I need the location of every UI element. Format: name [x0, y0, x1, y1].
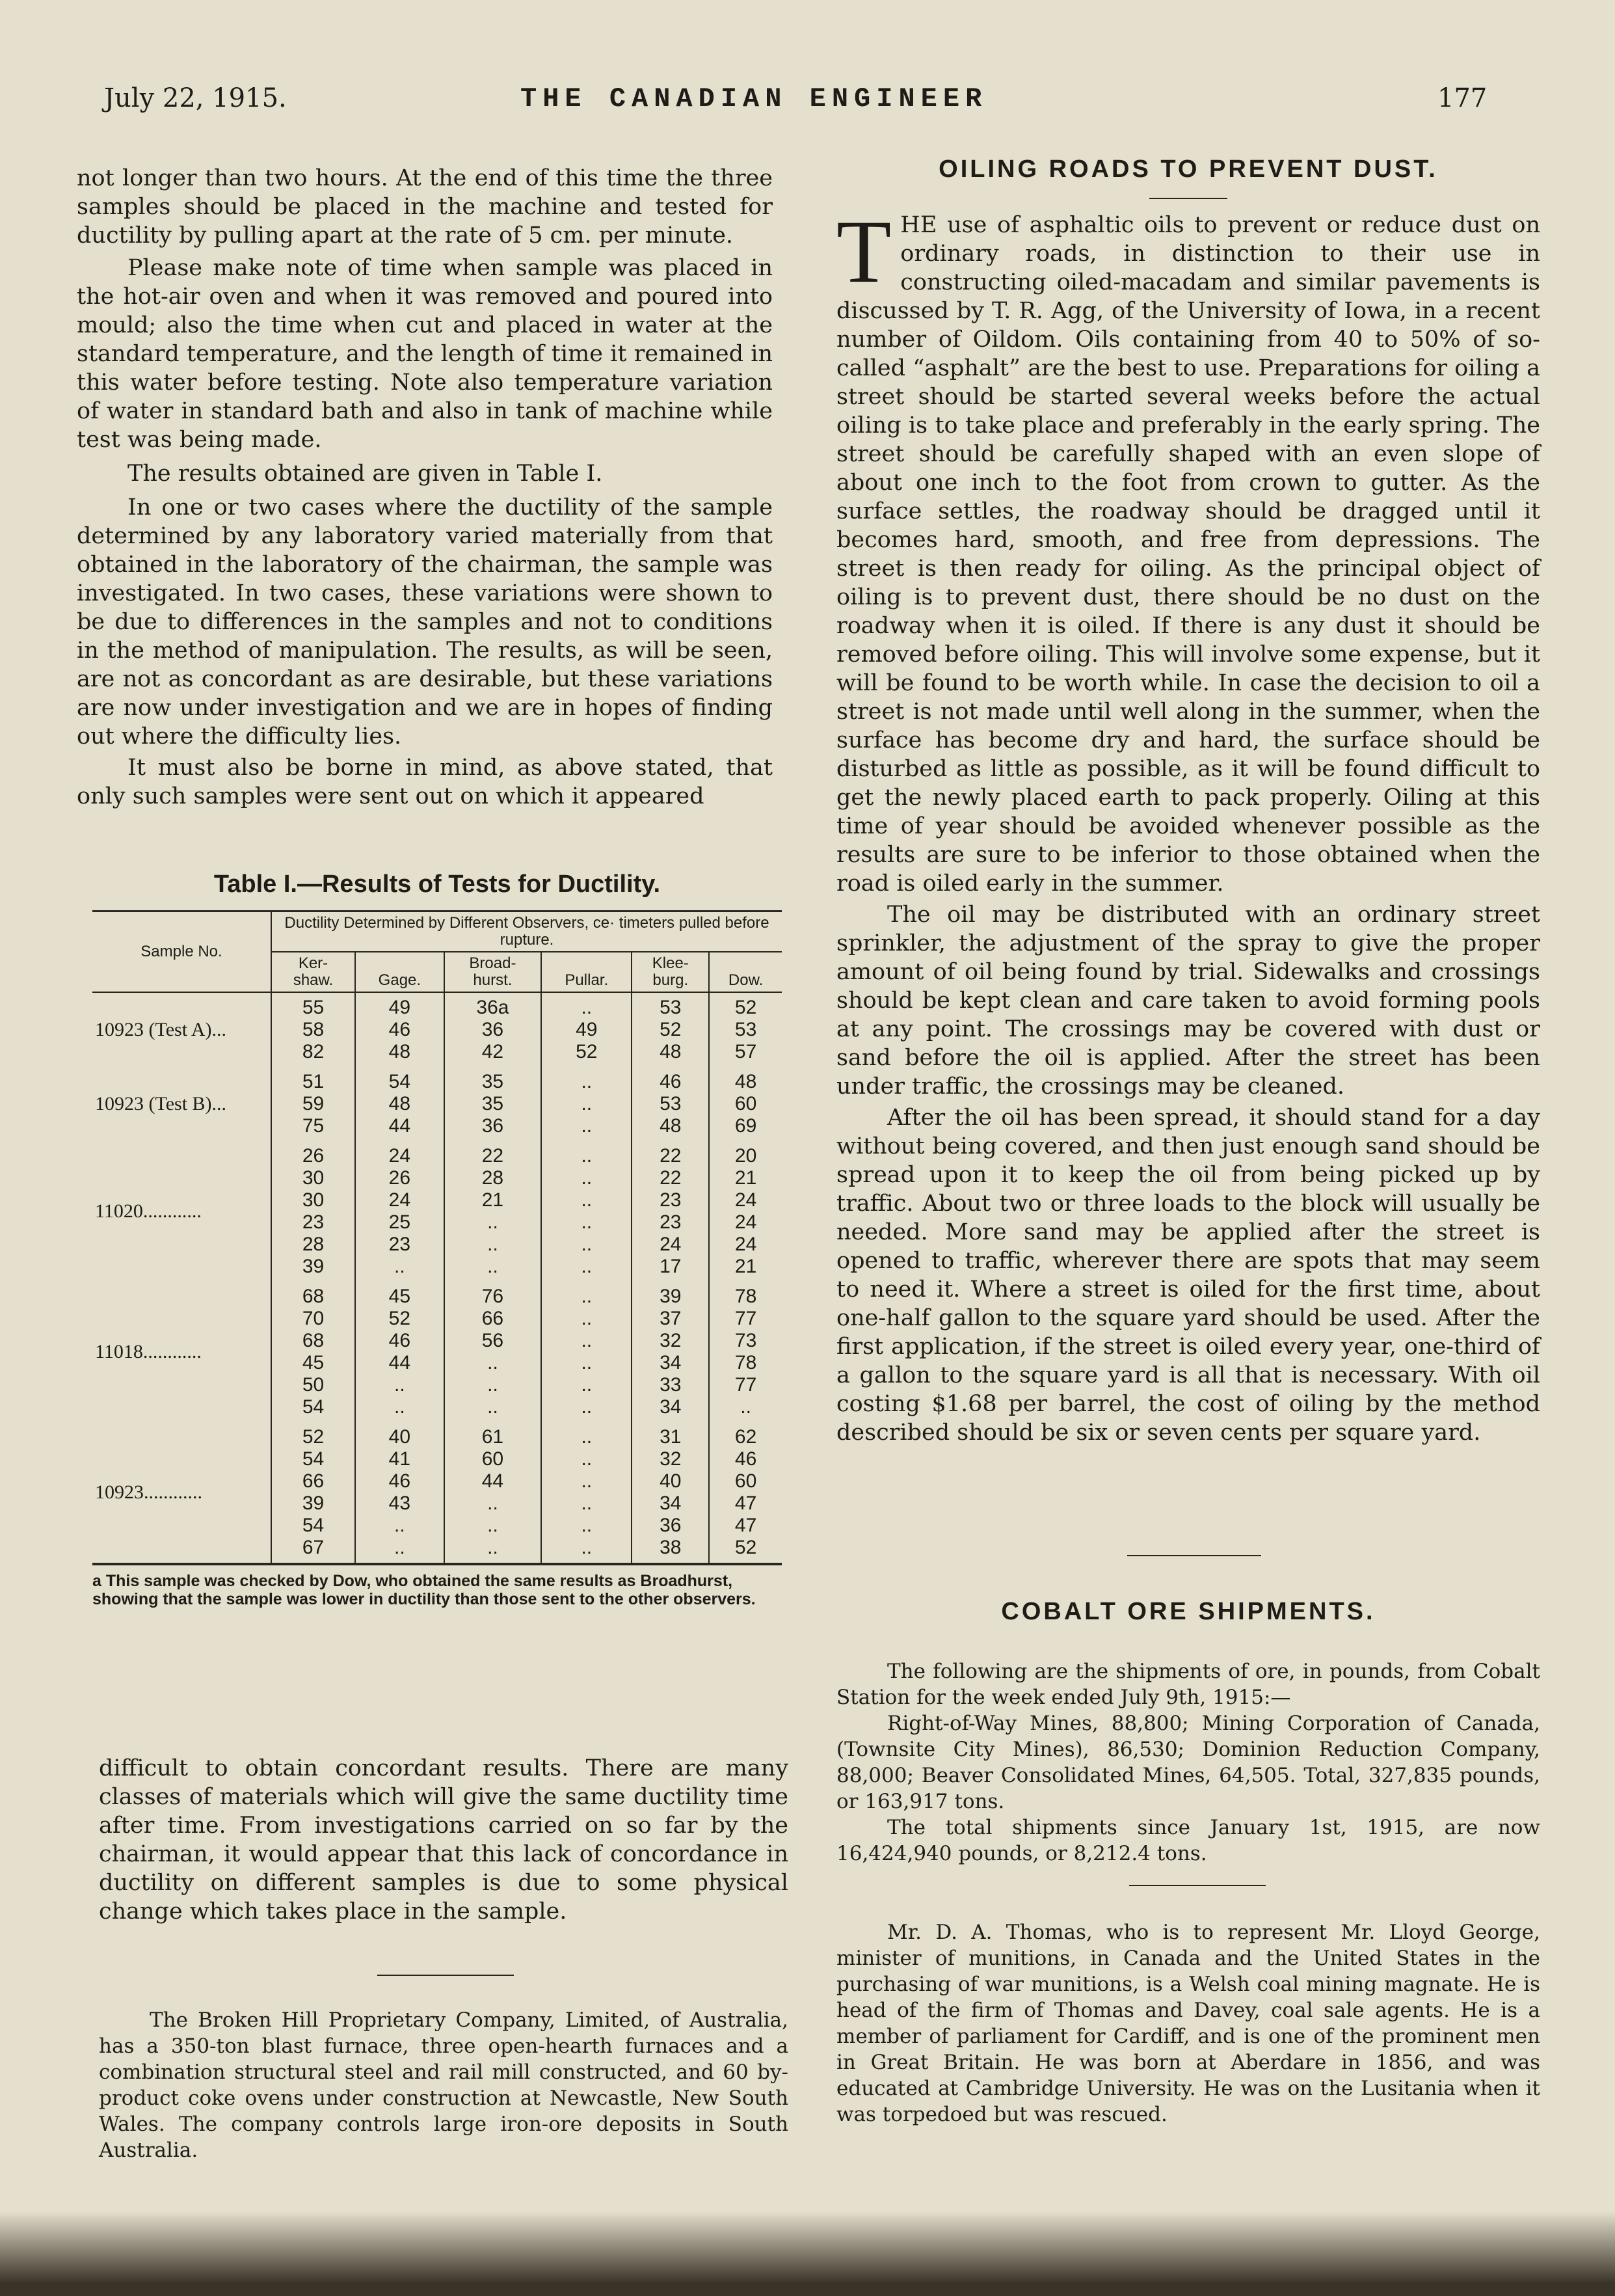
dow-values: 52 53 57 [709, 993, 782, 1067]
dow-values: 48 60 69 [709, 1067, 782, 1141]
kershaw-values: 51 59 75 [271, 1067, 355, 1141]
right-paragraph-1 [836, 202, 1540, 898]
right-section-rule-2 [1129, 1885, 1266, 1886]
gage-values: 49 46 48 [355, 993, 444, 1067]
table-footnote: a This sample was checked by Dow, who obtained the same results as Broadhurst, showing that the sample was lower in ductility than those sent to the other observers. [92, 1572, 756, 1608]
table-row [92, 1422, 782, 1563]
left-paragraph-7: The Broken Hill Proprietary Company, Limited, of Australia, has a 350-ton blast furnace, three open-hearth furnaces and a combination structural steel and rail mill constructed, and 60 by-product coke ovens under construction at Newcastle, New South Wales. The company controls large iron-ore deposits in South Australia. [99, 2008, 788, 2162]
left-continuation [99, 1754, 788, 1926]
left-paragraph-4: In one or two cases where the ductility of the sample determined by any laboratory varied materially from that obtained in the laboratory of the chairman, the sample was investigated. In two cases, these variations were shown to be due to differences in the samples and not to conditions in the method of manipulation. The results, as will be seen, are not as concordant as are desirable, but these variations are now under investigation and we are in hopes of finding out where the difficulty lies. [77, 494, 773, 750]
broadhurst-values: 36a 36 42 [444, 993, 541, 1067]
right-paragraph-2: The oil may be distributed with an ordinary street sprinkler, the adjustment of the spray to give the proper amount of oil being found by trial. Sidewalks and crossings should be kept clean and care taken to avoid forming pools at any point. The crossings may be covered with dust or sand before the oil is applied. After the street has been under traffic, the crossings may be cleaned. [836, 902, 1540, 1100]
table-row [92, 1141, 782, 1282]
heading-rule [1149, 198, 1227, 199]
cobalt-heading: COBALT ORE SHIPMENTS. [1001, 1598, 1376, 1625]
right-section-rule-1 [1127, 1555, 1261, 1556]
pullar-values: .. .. .. .. .. .. [541, 1141, 632, 1282]
left-column [77, 164, 773, 811]
sample-header: Sample No. [140, 943, 222, 960]
col-broadhurst: Broad- hurst. [444, 952, 541, 992]
sample-number: 10923 (Test B)... [95, 1093, 227, 1114]
col-gage: Gage. [355, 952, 444, 992]
drop-cap: T [836, 202, 892, 301]
cobalt-paragraph-3: The total shipments since January 1st, 1915, are now 16,424,940 pounds, or 8,212.4 tons. [836, 1816, 1540, 1865]
kershaw-values: 26 30 30 23 28 39 [271, 1141, 355, 1282]
col-dow: Dow. [709, 952, 782, 992]
table-caption: Table I.—Results of Tests for Ductility. [213, 871, 661, 898]
pullar-values: .. .. .. [541, 1067, 632, 1141]
left-paragraph-2: Please make note of time when sample was placed in the hot-air oven and when it was removed and poured into mould; also the time when cut and placed in water at the standard temperature, and the length of time it remained in this water before testing. Note also temperature variation of water in standard bath and also in tank of machine while test was being made. [77, 255, 773, 453]
thomas-note [836, 1919, 1540, 2127]
left-section-rule [377, 1975, 514, 1976]
pullar-values: .. .. .. .. .. .. [541, 1282, 632, 1422]
left-paragraph-6: difficult to obtain concordant results. There are many classes of materials which will give the same ductility time after time. From investigations carried on so far by the chairman, it would appear that this lack of concordance in ductility on different samples is due to some physical change which takes place in the sample. [99, 1755, 788, 1925]
thomas-paragraph: Mr. D. A. Thomas, who is to represent Mr. Lloyd George, minister of munitions, in Canada and the United States in the purchasing of war munitions, is a Welsh coal mining magnate. He is head of the firm of Thomas and Davey, coal sale agents. He is a member of parliament for Cardiff, and is one of the prominent men in Great Britain. He was born at Aberdare in 1856, and was educated at Cambridge University. He was on the Lusitania when it was torpedoed but was rescued. [836, 1921, 1540, 2126]
right-column [836, 155, 1540, 1447]
cobalt-paragraph-2: Right-of-Way Mines, 88,800; Mining Corporation of Canada, (Townsite City Mines), 86,530; Dominion Reduction Company, 88,000; Beaver Consolidated Mines, 64,505. Total, 327,835 pounds, or 163,917 tons. [836, 1712, 1540, 1813]
page-number: 177 [1437, 83, 1488, 113]
kleeburg-values: 39 37 32 34 33 34 [632, 1282, 709, 1422]
gage-values: 45 52 46 44 .. .. [355, 1282, 444, 1422]
col-kershaw: Ker- shaw. [271, 952, 355, 992]
cobalt-section [836, 1597, 1540, 1867]
right-paragraph-1-text: HE use of asphaltic oils to prevent or reduce dust on ordinary roads, in distinction to their use in constructing oiled-macadam and similar pavements is discussed by T. R. Agg, of the University of Iowa, in a recent number of Oildom. Oils containing from 40 to 50% of so-called “asphalt” are the best to use. Preparations for oiling a street should be started several weeks before the actual oiling is to take place and preferably in the early spring. The street should be carefully shaped with an even slope of about one inch to the foot from crown to gutter. As the surface settles, the roadway should be dragged until it becomes hard, smooth, and free from depressions. The street is then ready for oiling. As the principal object of oiling is to prevent dust, there should be no dust on the roadway when it is oiled. If there is any dust it should be removed before oiling. This will involve some expense, but it will be found to be worth while. In case the decision to oil a street is not made until well along in the summer, when the surface has become dry and hard, the surface should be disturbed as little as possible, as it will be found difficult to get the newly placed earth to pack properly. Oiling at this time of year should be avoided whenever possible as the results are sure to be inferior to those obtained when the road is oiled early in the summer. [836, 212, 1540, 897]
sample-number: 10923............ [95, 1481, 202, 1503]
page-edge-shadow [0, 2211, 1615, 2296]
dow-values: 78 77 73 78 77 .. [709, 1282, 782, 1422]
col-pullar: Pullar. [541, 952, 632, 992]
left-paragraph-3: The results obtained are given in Table I. [127, 461, 603, 487]
ductility-table [92, 912, 782, 1563]
header-date: July 22, 1915. [104, 83, 287, 113]
gage-values: 54 48 44 [355, 1067, 444, 1141]
sample-number: 11018............ [95, 1341, 202, 1362]
left-brief [99, 2007, 788, 2163]
table-row [92, 1282, 782, 1422]
kleeburg-values: 22 22 23 23 24 17 [632, 1141, 709, 1282]
col-kleeburg: Klee- burg. [632, 952, 709, 992]
right-paragraph-3: After the oil has been spread, it should stand for a day without being covered, and then just enough sand should be spread upon it to keep the oil from being picked up by traffic. About two or three loads to the block will usually be needed. More sand may be applied after the street is opened to traffic, wherever there are spots that may seem to need it. Where a street is oiled for the first time, about one-half gallon to the square yard should be used. After the first application, if the street is oiled every year, one-third of a gallon to the square yard is all that is necessary. With oil costing $1.68 per barrel, the cost of oiling by the method described should be six or seven cents per square yard. [836, 1105, 1540, 1446]
kershaw-values: 52 54 66 39 54 67 [271, 1422, 355, 1563]
header-title: THE CANADIAN ENGINEER [520, 83, 988, 115]
broadhurst-values: 61 60 44 .. .. .. [444, 1422, 541, 1563]
cobalt-paragraph-1: The following are the shipments of ore, in pounds, from Cobalt Station for the week ended July 9th, 1915:— [836, 1660, 1540, 1709]
broadhurst-values: 76 66 56 .. .. .. [444, 1282, 541, 1422]
group-header: Ductility Determined by Different Observers, ce· timeters pulled before rupture. [271, 912, 782, 952]
broadhurst-values: 35 35 36 [444, 1067, 541, 1141]
kershaw-values: 55 58 82 [271, 993, 355, 1067]
gage-values: 24 26 24 25 23 .. [355, 1141, 444, 1282]
gage-values: 40 41 46 43 .. .. [355, 1422, 444, 1563]
kleeburg-values: 46 53 48 [632, 1067, 709, 1141]
kershaw-values: 68 70 68 45 50 54 [271, 1282, 355, 1422]
sample-number: 10923 (Test A)... [95, 1019, 227, 1040]
left-paragraph-5: It must also be borne in mind, as above stated, that only such samples were sent out on which it appeared [77, 755, 773, 809]
table-row [92, 1067, 782, 1141]
pullar-values: .. 49 52 [541, 993, 632, 1067]
dow-values: 20 21 24 24 24 21 [709, 1141, 782, 1282]
pullar-values: .. .. .. .. .. .. [541, 1422, 632, 1563]
oiling-heading: OILING ROADS TO PREVENT DUST. [939, 155, 1438, 183]
sample-number: 11020............ [95, 1200, 202, 1222]
dow-values: 62 46 60 47 47 52 [709, 1422, 782, 1563]
kleeburg-values: 31 32 40 34 36 38 [632, 1422, 709, 1563]
table-row [92, 993, 782, 1067]
ductility-table-block [92, 871, 782, 1608]
left-paragraph-1: not longer than two hours. At the end of this time the three samples should be placed in the machine and tested for ductility by pulling apart at the rate of 5 cm. per minute. [77, 165, 773, 249]
broadhurst-values: 22 28 21 .. .. .. [444, 1141, 541, 1282]
table-bottom-rule [92, 1563, 782, 1565]
kleeburg-values: 53 52 48 [632, 993, 709, 1067]
